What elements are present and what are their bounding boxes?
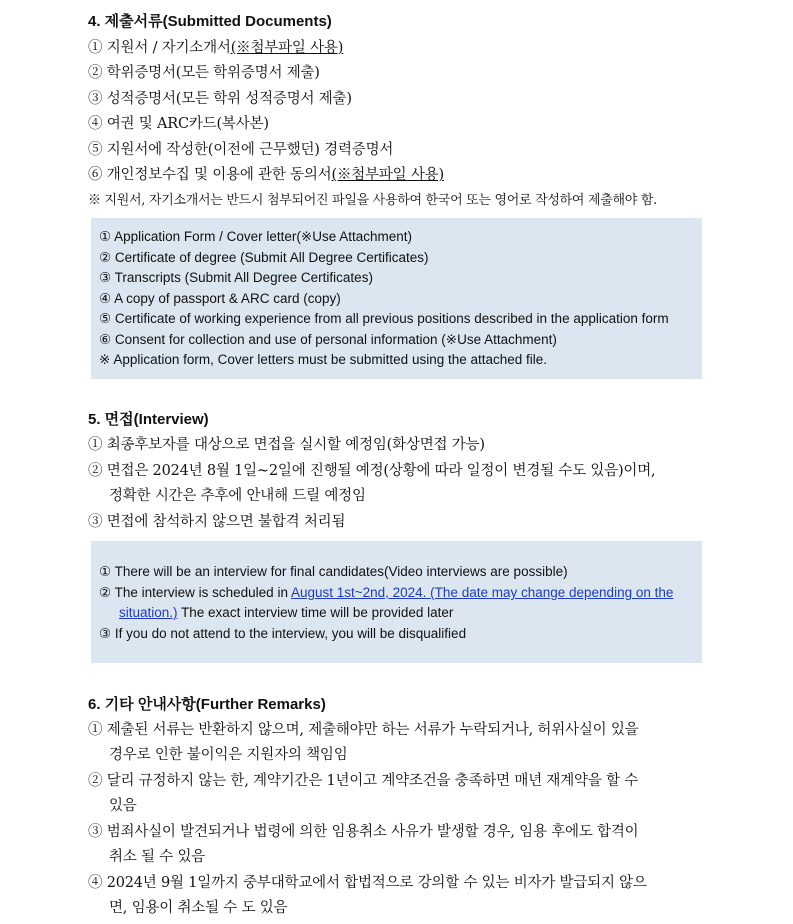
section-6-title: 6. 기타 안내사항(Further Remarks) [88,696,326,713]
list-item-continuation: 있음 [109,798,137,814]
section-5-title: 5. 면접(Interview) [88,411,209,428]
section-4-english-box [91,218,702,379]
list-item: ① 지원서 / 자기소개서(※첨부파일 사용) [88,40,344,56]
list-item: ③ 면접에 참석하지 않으면 불합격 처리됨 [88,514,346,530]
english-item: ③ If you do not attend to the interview, you will be disqualified [99,626,467,641]
list-item: ③ 범죄사실이 발견되거나 법령에 의한 임용취소 사유가 발생할 경우, 임용 후에도 합격이 [88,824,639,840]
english-item: ② Certificate of degree (Submit All Degree Certificates) [99,250,429,265]
list-item-continuation: 면, 임용이 취소될 수 도 있음 [109,900,288,916]
interview-date-link[interactable]: August 1st~2nd, 2024. (The date may change depending on the [290,585,674,600]
list-item: ③ 성적증명서(모든 학위 성적증명서 제출) [88,91,352,107]
list-item: ② 학위증명서(모든 학위증명서 제출) [88,65,320,81]
english-item: ③ Transcripts (Submit All Degree Certificates) [99,270,373,285]
list-item: ① 제출된 서류는 반환하지 않으며, 제출해야만 하는 서류가 누락되거나, 허위사실이 있을 [88,722,639,738]
english-item: ① Application Form / Cover letter(※Use Attachment) [99,229,413,244]
english-item: ② The interview is scheduled in August 1st~2nd, 2024. (The date may change depending on the [99,585,674,600]
list-item: ④ 2024년 9월 1일까지 중부대학교에서 합법적으로 강의할 수 있는 비자가 발급되지 않으 [88,875,647,891]
list-item: ② 달리 규정하지 않는 한, 계약기간은 1년이고 계약조건을 충족하면 매년 재계약을 할 수 [88,773,639,789]
english-item: ④ A copy of passport & ARC card (copy) [99,291,341,306]
section-4-title: 4. 제출서류(Submitted Documents) [88,13,332,30]
list-item: ⑥ 개인정보수집 및 이용에 관한 동의서(※첨부파일 사용) [88,167,444,183]
list-item-continuation: 정확한 시간은 추후에 안내해 드릴 예정임 [109,488,366,504]
english-item: ⑥ Consent for collection and use of personal information (※Use Attachment) [99,332,557,347]
interview-date-link-continued[interactable]: situation.) [119,605,178,620]
list-item-continuation: 취소 될 수 있음 [109,849,206,865]
english-item-continuation: situation.) The exact interview time will be provided later [119,605,454,620]
list-item: ④ 여권 및 ARC카드(복사본) [88,116,269,132]
section-4-note: ※ 지원서, 자기소개서는 반드시 첨부되어진 파일을 사용하여 한국어 또는 영어로 작성하여 제출해야 함. [88,193,657,208]
english-item: ⑤ Certificate of working experience from all previous positions described in the application form [99,311,669,326]
english-item: ※ Application form, Cover letters must be submitted using the attached file. [99,352,548,367]
list-item: ② 면접은 2024년 8월 1일~2일에 진행될 예정(상황에 따라 일정이 변경될 수도 있음)이며, [88,463,656,479]
list-item: ⑤ 지원서에 작성한(이전에 근무했던) 경력증명서 [88,142,394,158]
english-item: ① There will be an interview for final candidates(Video interviews are possible) [99,564,568,579]
list-item: ① 최종후보자를 대상으로 면접을 실시할 예정임(화상면접 가능) [88,437,485,453]
list-item-continuation: 경우로 인한 불이익은 지원자의 책임임 [109,747,348,763]
section-5-english-box [91,541,702,663]
